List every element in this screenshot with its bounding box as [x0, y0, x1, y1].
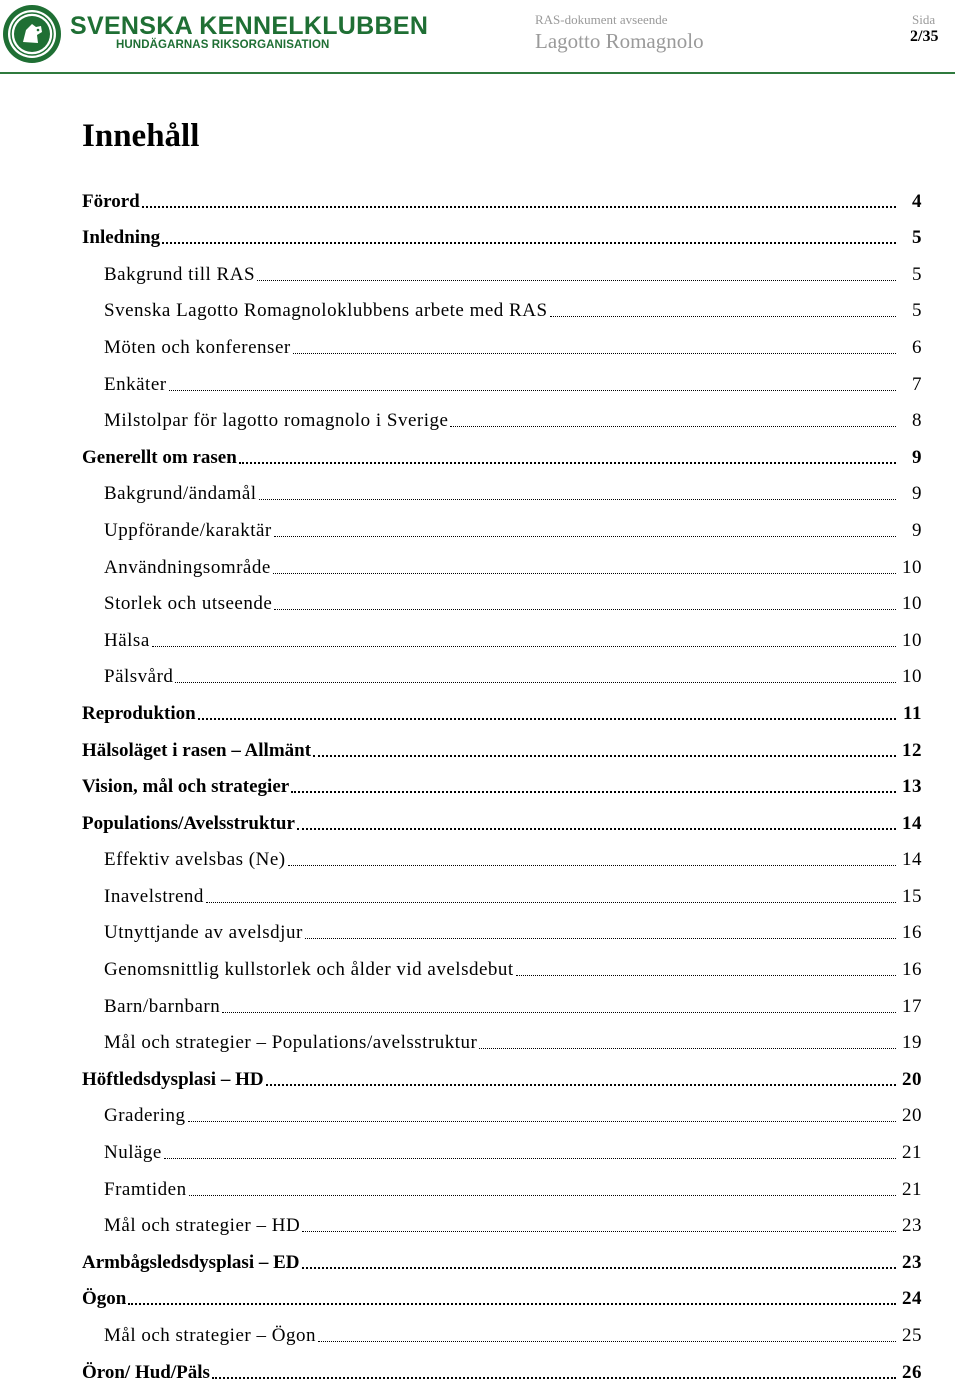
table-of-contents — [82, 180, 922, 1388]
toc-entry[interactable] — [82, 948, 922, 985]
toc-entry-page-number[interactable]: 15 — [902, 885, 922, 907]
toc-entry-label[interactable]: Storlek och utseende — [104, 593, 273, 615]
dot-leader — [450, 426, 896, 427]
toc-entry[interactable] — [82, 619, 922, 656]
toc-entry[interactable] — [82, 1168, 922, 1205]
kennel-club-seal-icon — [2, 4, 62, 64]
toc-entry-page-number[interactable]: 9 — [912, 446, 922, 468]
dot-leader — [212, 1377, 896, 1379]
dot-leader — [293, 353, 896, 354]
dot-leader — [550, 316, 896, 317]
toc-entry-label[interactable]: Användningsområde — [104, 556, 271, 578]
dot-leader — [239, 462, 896, 464]
toc-entry-page-number[interactable]: 16 — [902, 922, 922, 944]
toc-entry-label[interactable]: Mål och strategier – Ögon — [104, 1325, 316, 1346]
toc-entry-page-number[interactable]: 20 — [902, 1068, 922, 1090]
org-subtitle: HUNDÄGARNAS RIKSORGANISATION — [116, 39, 330, 51]
toc-entry[interactable] — [82, 1095, 922, 1132]
toc-entry[interactable] — [82, 363, 922, 400]
dot-leader — [198, 718, 896, 720]
toc-entry-page-number[interactable]: 26 — [902, 1361, 922, 1383]
toc-entry[interactable] — [82, 802, 922, 839]
toc-entry[interactable] — [82, 509, 922, 546]
toc-entry[interactable] — [82, 839, 922, 876]
org-name: SVENSKA KENNELKLUBBEN — [70, 12, 429, 40]
dot-leader — [273, 573, 896, 574]
toc-entry-page-number[interactable]: 5 — [912, 300, 922, 322]
toc-entry-label[interactable]: Utnyttjande av avelsdjur — [104, 922, 303, 944]
toc-entry-page-number[interactable]: 21 — [902, 1178, 922, 1200]
dot-leader — [479, 1048, 896, 1049]
dot-leader — [164, 1158, 896, 1159]
toc-entry[interactable] — [82, 1131, 922, 1168]
toc-entry-page-number[interactable]: 17 — [902, 995, 922, 1017]
toc-entry-page-number[interactable]: 4 — [912, 190, 922, 212]
toc-entry[interactable] — [82, 1205, 922, 1242]
dot-leader — [318, 1341, 896, 1342]
page-header — [0, 0, 960, 74]
toc-entry-label[interactable]: Vision, mål och strategier — [82, 776, 290, 798]
toc-entry[interactable] — [82, 692, 922, 729]
dot-leader — [302, 1267, 897, 1269]
toc-entry[interactable] — [82, 1058, 922, 1095]
toc-entry[interactable] — [82, 656, 922, 693]
toc-entry-label[interactable]: Öron/ Hud/Päls — [82, 1361, 210, 1383]
toc-entry-label[interactable]: Nuläge — [104, 1142, 162, 1164]
toc-entry-page-number[interactable]: 19 — [902, 1032, 922, 1054]
toc-entry-label[interactable]: Generellt om rasen — [82, 446, 237, 468]
toc-entry-page-number[interactable]: 24 — [902, 1288, 922, 1310]
toc-entry-page-number[interactable]: 5 — [912, 263, 922, 285]
toc-entry[interactable] — [82, 912, 922, 949]
toc-entry[interactable] — [82, 473, 922, 510]
toc-entry-label[interactable]: Möten och konferenser — [104, 336, 291, 358]
toc-entry[interactable] — [82, 1314, 922, 1351]
breed-name: Lagotto Romagnolo — [535, 29, 704, 53]
dot-leader — [169, 390, 896, 391]
toc-entry-page-number[interactable]: 9 — [912, 483, 922, 505]
dot-leader — [259, 499, 896, 500]
toc-entry-label[interactable]: Enkäter — [104, 373, 167, 395]
toc-entry-page-number[interactable]: 10 — [902, 593, 922, 615]
toc-entry-page-number[interactable]: 10 — [902, 629, 922, 651]
toc-entry-page-number[interactable]: 7 — [912, 373, 922, 395]
dot-leader — [162, 242, 896, 244]
toc-entry-page-number[interactable]: 20 — [902, 1105, 922, 1127]
toc-entry[interactable] — [82, 875, 922, 912]
toc-entry-label[interactable]: Gradering — [104, 1105, 186, 1127]
toc-entry-page-number[interactable]: 16 — [902, 959, 922, 981]
toc-entry[interactable] — [82, 583, 922, 620]
toc-entry[interactable] — [82, 436, 922, 473]
toc-entry-label[interactable]: Framtiden — [104, 1178, 187, 1200]
toc-entry-label[interactable]: Uppförande/karaktär — [104, 519, 272, 541]
toc-entry[interactable] — [82, 1278, 922, 1315]
toc-entry-page-number[interactable]: 6 — [912, 336, 922, 358]
toc-entry-label[interactable]: Förord — [82, 190, 140, 212]
dot-leader — [222, 1012, 896, 1013]
toc-entry-page-number[interactable]: 23 — [902, 1251, 922, 1273]
toc-entry-page-number[interactable]: 12 — [902, 739, 922, 761]
toc-entry-label[interactable]: Genomsnittlig kullstorlek och ålder vid avelsdebut — [104, 959, 514, 981]
toc-entry-label[interactable]: Mål och strategier – HD — [104, 1215, 301, 1237]
toc-entry[interactable] — [82, 180, 922, 217]
toc-entry-label[interactable]: Effektiv avelsbas (Ne) — [104, 849, 286, 871]
toc-entry-label[interactable]: Bakgrund till RAS — [104, 263, 256, 285]
toc-entry-label[interactable]: Hälsoläget i rasen – Allmänt — [82, 739, 312, 761]
toc-entry[interactable] — [82, 290, 922, 327]
toc-entry-label[interactable]: Pälsvård — [104, 666, 174, 688]
dot-leader — [305, 938, 896, 939]
toc-entry-label[interactable]: Populations/Avelsstruktur — [82, 812, 295, 834]
toc-entry-page-number[interactable]: 11 — [903, 702, 922, 724]
toc-entry[interactable] — [82, 1241, 922, 1278]
dot-leader — [128, 1303, 896, 1305]
toc-entry[interactable] — [82, 985, 922, 1022]
toc-entry[interactable] — [82, 729, 922, 766]
toc-entry-page-number[interactable]: 21 — [902, 1142, 922, 1164]
dot-leader — [291, 791, 896, 793]
dot-leader — [206, 902, 896, 903]
toc-entry-label[interactable]: Bakgrund/ändamål — [104, 483, 257, 505]
toc-entry-page-number[interactable]: 10 — [902, 556, 922, 578]
dot-leader — [142, 206, 896, 208]
toc-entry-label[interactable]: Milstolpar för lagotto romagnolo i Sverige — [104, 410, 449, 432]
dot-leader — [257, 280, 896, 281]
toc-title: Innehåll — [82, 118, 200, 154]
dot-leader — [152, 646, 896, 647]
header-divider — [0, 72, 955, 74]
toc-entry-page-number[interactable]: 10 — [902, 666, 922, 688]
toc-entry-page-number[interactable]: 8 — [912, 410, 922, 432]
page-label: Sida — [912, 12, 936, 27]
toc-entry-page-number[interactable]: 5 — [912, 227, 922, 249]
toc-entry-page-number[interactable]: 13 — [902, 776, 922, 798]
toc-entry-label[interactable]: Reproduktion — [82, 702, 196, 724]
dot-leader — [274, 609, 896, 610]
toc-entry-label[interactable]: Höftledsdysplasi – HD — [82, 1068, 264, 1090]
dot-leader — [302, 1231, 896, 1232]
dot-leader — [313, 755, 896, 757]
toc-entry-label[interactable]: Armbågsledsdysplasi – ED — [82, 1251, 300, 1273]
toc-entry[interactable] — [82, 253, 922, 290]
page-number: 2/35 — [910, 28, 939, 45]
toc-entry[interactable] — [82, 217, 922, 254]
toc-entry-label[interactable]: Hälsa — [104, 629, 150, 651]
dot-leader — [266, 1084, 896, 1086]
toc-entry[interactable] — [82, 326, 922, 363]
toc-entry-label[interactable]: Inledning — [82, 227, 161, 249]
toc-entry-label[interactable]: Svenska Lagotto Romagnoloklubbens arbete med RAS — [104, 300, 548, 322]
toc-entry[interactable] — [82, 546, 922, 583]
toc-entry[interactable] — [82, 1022, 922, 1059]
toc-entry-label[interactable]: Barn/barnbarn — [104, 995, 221, 1017]
toc-entry-page-number[interactable]: 14 — [902, 812, 922, 834]
document-type: RAS-dokument avseende — [535, 12, 668, 27]
toc-entry-page-number[interactable]: 25 — [902, 1325, 922, 1346]
dot-leader — [175, 682, 896, 683]
toc-entry[interactable] — [82, 766, 922, 803]
toc-entry-page-number[interactable]: 14 — [902, 849, 922, 871]
toc-entry-label[interactable]: Mål och strategier – Populations/avelsstruktur — [104, 1032, 478, 1054]
toc-entry-label[interactable]: Ögon — [82, 1288, 127, 1310]
dot-leader — [274, 536, 896, 537]
dot-leader — [297, 828, 896, 830]
toc-entry-label[interactable]: Inavelstrend — [104, 885, 204, 907]
dot-leader — [189, 1195, 896, 1196]
toc-entry-page-number[interactable]: 9 — [912, 519, 922, 541]
toc-entry[interactable] — [82, 400, 922, 437]
dot-leader — [188, 1121, 896, 1122]
toc-entry-page-number[interactable]: 23 — [902, 1215, 922, 1237]
dot-leader — [516, 975, 896, 976]
dot-leader — [288, 865, 896, 866]
toc-entry[interactable] — [82, 1351, 922, 1388]
